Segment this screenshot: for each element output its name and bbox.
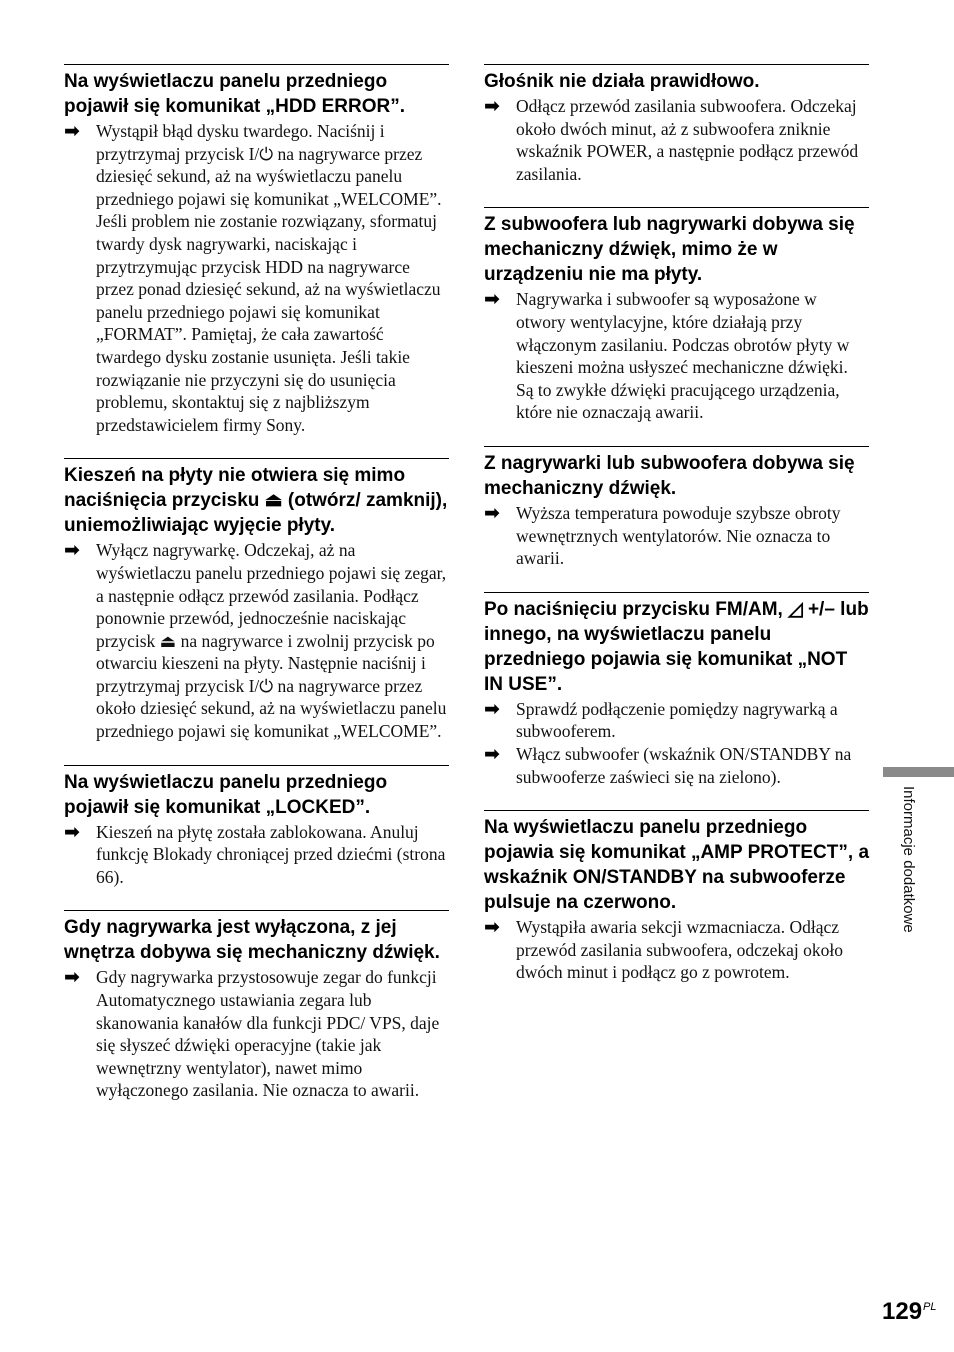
arrow-right-icon: ➡: [484, 95, 500, 117]
arrow-right-icon: ➡: [484, 916, 500, 939]
page-number-value: 129: [882, 1298, 923, 1325]
solution-text: Wyłącz nagrywarkę. Odczekaj, aż na wyświetlaczu panelu przedniego pojawi się zegar, a następnie odłącz przewód zasilania. Podłącz ponownie przewód, jednocześnie naciskając przycisk ⏏ na nagrywarce i zwolnij przycisk po otwarciu kieszeni na płyty. Następnie naciśnij i przytrzymaj przycisk I/⏻ na nagrywarce przez około dziesięć sekund, aż na wyświetlaczu panelu przedniego pojawi się komunikat „WELCOME”.: [96, 540, 447, 742]
troubleshooting-section: [64, 910, 449, 1102]
troubleshooting-section: [64, 765, 449, 889]
solution-text: Wystąpiła awaria sekcji wzmacniacza. Odłącz przewód zasilania subwoofera, odczekaj około dwóch minut i podłącz go z powrotem.: [516, 917, 844, 983]
troubleshooting-section: [64, 64, 449, 436]
section-heading: Z nagrywarki lub subwoofera dobywa się mechaniczny dźwięk.: [484, 452, 855, 499]
troubleshooting-section: [484, 810, 869, 984]
troubleshooting-section: [484, 592, 869, 788]
troubleshooting-section: [64, 458, 449, 742]
solution-item: [484, 743, 869, 788]
solution-text: Włącz subwoofer (wskaźnik ON/STANDBY na subwooferze zaświeci się na zielono).: [516, 743, 852, 787]
solution-item: [64, 120, 449, 436]
arrow-right-icon: ➡: [64, 539, 80, 562]
arrow-right-icon: ➡: [484, 501, 500, 524]
side-section-label: Informacje dodatkowe: [900, 786, 917, 933]
solution-item: [484, 698, 869, 743]
solution-item: [484, 288, 869, 424]
side-tab-marker: [883, 767, 954, 777]
solution-item: [64, 539, 449, 742]
arrow-right-icon: ➡: [64, 120, 80, 142]
left-column: [64, 64, 449, 1124]
solution-text: Odłącz przewód zasilania subwoofera. Odczekaj około dwóch minut, aż z subwoofera zniknie wskaźnik POWER, a następnie podłącz przewód zasilania.: [516, 96, 859, 184]
page-language-suffix: PL: [923, 1301, 937, 1313]
solution-text: Kieszeń na płytę została zablokowana. Anuluj funkcję Blokady chroniącej przed dziećmi (strona 66).: [96, 821, 446, 887]
troubleshooting-section: [484, 207, 869, 424]
section-heading: Z subwoofera lub nagrywarki dobywa się mechaniczny dźwięk, mimo że w urządzeniu nie ma płyty.: [484, 214, 855, 286]
right-column: [484, 64, 869, 1006]
section-heading: Po naciśnięciu przycisku FM/AM, ◿ +/– lub innego, na wyświetlaczu panelu przedniego pojawia się komunikat „NOT IN USE”.: [484, 598, 869, 695]
section-heading: Na wyświetlaczu panelu przedniego pojawił się komunikat „HDD ERROR”.: [64, 71, 405, 117]
solution-item: [64, 821, 449, 889]
section-heading: Gdy nagrywarka jest wyłączona, z jej wnętrza dobywa się mechaniczny dźwięk.: [64, 917, 440, 964]
arrow-right-icon: ➡: [64, 966, 80, 989]
solution-text: Sprawdź podłączenie pomiędzy nagrywarką a subwooferem.: [516, 698, 838, 742]
arrow-right-icon: ➡: [64, 820, 80, 843]
arrow-right-icon: ➡: [484, 697, 500, 720]
solution-item: [484, 502, 869, 570]
solution-item: [484, 95, 869, 185]
solution-text: Wyższa temperatura powoduje szybsze obroty wewnętrznych wentylatorów. Nie oznacza to awarii.: [516, 502, 841, 569]
troubleshooting-section: [484, 446, 869, 570]
section-heading: Na wyświetlaczu panelu przedniego pojawia się komunikat „AMP PROTECT”, a wskaźnik ON/STANDBY na subwooferze pulsuje na czerwono.: [484, 817, 870, 914]
solution-text: Wystąpił błąd dysku twardego. Naciśnij i przytrzymaj przycisk I/⏻ na nagrywarce przez dziesięć sekund, aż na wyświetlaczu panelu przedniego pojawi się komunikat „WELCOME”. Jeśli problem nie zostanie rozwiązany, sformatuj twardy dysk nagrywarki, naciskając i przytrzymując przycisk HDD na nagrywarce przez ponad dziesięć sekund, aż na wyświetlaczu panelu przedniego pojawi się komunikat „FORMAT”. Pamiętaj, że cała zawartość twardego dysku zostanie usunięta. Jeśli takie rozwiązanie nie przyczyni się do usunięcia problemu, skontaktuj się z najbliższym przedstawicielem firmy Sony.: [96, 121, 442, 435]
page-number: [882, 1298, 937, 1326]
section-heading: Kieszeń na płyty nie otwiera się mimo naciśnięcia przycisku ⏏ (otwórz/ zamknij), uniemożliwiając wyjęcie płyty.: [64, 465, 448, 537]
solution-text: Gdy nagrywarka przystosowuje zegar do funkcji Automatycznego ustawiania zegara lub skanowania kanałów dla funkcji PDC/ VPS, daje się słyszeć dźwięki operacyjne (takie jak wewnętrzny wentylator), nawet mimo wyłączonego zasilania. Nie oznacza to awarii.: [96, 967, 440, 1101]
troubleshooting-section: [484, 64, 869, 185]
solution-item: [64, 966, 449, 1102]
solution-item: [484, 916, 869, 984]
arrow-right-icon: ➡: [484, 742, 500, 765]
section-heading: Głośnik nie działa prawidłowo.: [484, 71, 760, 92]
arrow-right-icon: ➡: [484, 288, 500, 311]
solution-text: Nagrywarka i subwoofer są wyposażone w otwory wentylacyjne, które działają przy włączonym zasilaniu. Podczas obrotów płyty w kieszeni można usłyszeć mechaniczne dźwięki. Są to zwykłe dźwięki pracującego urządzenia, które nie oznaczają awarii.: [516, 289, 850, 423]
section-heading: Na wyświetlaczu panelu przedniego pojawił się komunikat „LOCKED”.: [64, 771, 388, 818]
